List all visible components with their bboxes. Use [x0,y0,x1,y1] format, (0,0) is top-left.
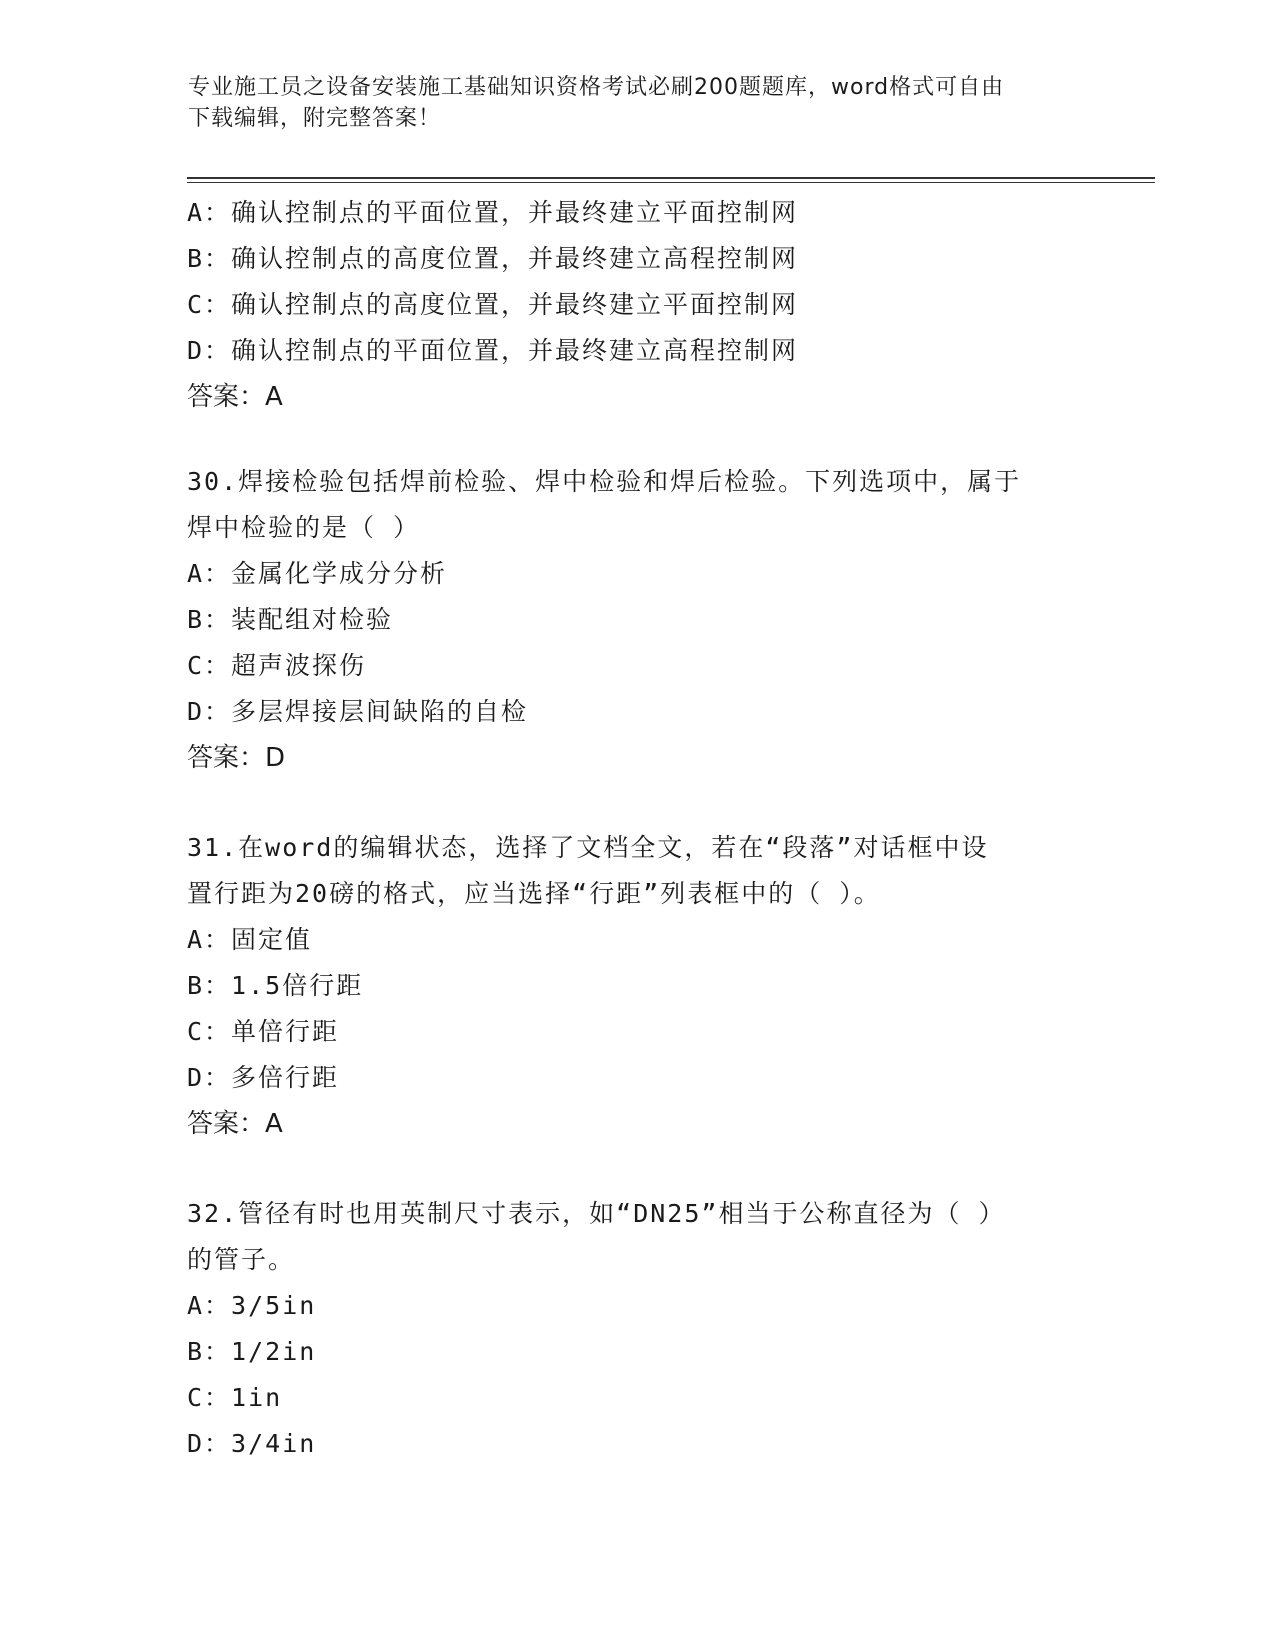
option-c: C：确认控制点的高度位置，并最终建立平面控制网 [187,290,799,319]
option-d: D：确认控制点的平面位置，并最终建立高程控制网 [187,336,799,365]
option-d: D：3/4in [187,1429,317,1458]
option-b: B：装配组对检验 [187,605,394,634]
answer-line: 答案：A [187,1109,283,1139]
question-31 [187,825,1087,1147]
header-line-2: 下载编辑，附完整答案！ [188,106,442,131]
question-stem-line-1: 31.在word的编辑状态，选择了文档全文，若在“段落”对话框中设 [187,833,989,862]
option-b: B：确认控制点的高度位置，并最终建立高程控制网 [187,244,799,273]
option-c: C：单倍行距 [187,1017,340,1046]
header-line-1: 专业施工员之设备安装施工基础知识资格考试必刷200题题库，word格式可自由 [188,75,1005,100]
header-divider-thick [187,177,1155,179]
option-a: A：金属化学成分分析 [187,559,448,588]
question-32 [187,1191,1087,1467]
option-b: B：1/2in [187,1337,317,1366]
question-stem-line-1: 32.管径有时也用英制尺寸表示，如“DN25”相当于公称直径为（ ） [187,1199,1006,1228]
question-stem-line-2: 的管子。 [187,1245,296,1274]
question-stem-line-2: 置行距为20磅的格式，应当选择“行距”列表框中的（ ）。 [187,879,881,908]
option-a: A：3/5in [187,1291,317,1320]
option-a: A：固定值 [187,925,313,954]
question-stem-line-1: 30.焊接检验包括焊前检验、焊中检验和焊后检验。下列选项中，属于 [187,467,1022,496]
option-b: B：1.5倍行距 [187,971,364,1000]
answer-line: 答案：D [187,743,286,773]
question-stem-line-2: 焊中检验的是（ ） [187,513,421,542]
header-divider-thin [187,182,1155,183]
question-30 [187,459,1087,781]
option-c: C：1in [187,1383,283,1412]
option-a: A：确认控制点的平面位置，并最终建立平面控制网 [187,198,799,227]
option-d: D：多倍行距 [187,1063,340,1092]
question-29 [187,190,1087,420]
answer-line: 答案：A [187,382,283,412]
document-header [188,72,1068,134]
option-c: C：超声波探伤 [187,651,367,680]
option-d: D：多层焊接层间缺陷的自检 [187,697,529,726]
